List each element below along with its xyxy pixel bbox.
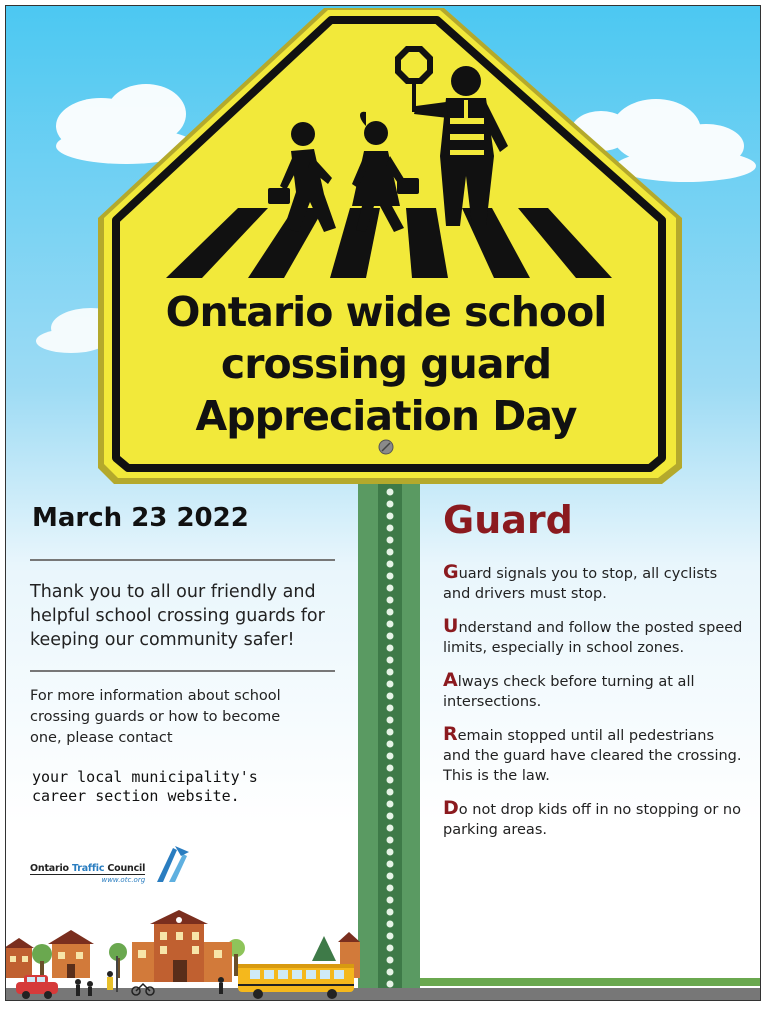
- post-hole: [387, 585, 394, 592]
- post-hole: [387, 765, 394, 772]
- sign-headline: [126, 286, 646, 442]
- post-hole: [387, 681, 394, 688]
- contact-text: your local municipality's career section website.: [32, 768, 258, 805]
- house-icon: [48, 930, 94, 978]
- headline-line-2: crossing guard: [220, 340, 552, 388]
- post-hole: [387, 981, 394, 988]
- post-hole: [387, 825, 394, 832]
- post-hole: [387, 933, 394, 940]
- post-hole: [387, 873, 394, 880]
- post-hole: [387, 945, 394, 952]
- post-hole: [387, 525, 394, 532]
- road-arrow-icon: [153, 844, 191, 884]
- post-hole: [387, 693, 394, 700]
- post-hole: [387, 633, 394, 640]
- post-hole: [387, 717, 394, 724]
- post-hole: [387, 969, 394, 976]
- divider: [30, 559, 335, 561]
- road: [6, 988, 761, 1001]
- post-hole: [387, 705, 394, 712]
- post-hole: [387, 489, 394, 496]
- tip-a: Always check before turning at all intersections.: [443, 669, 695, 710]
- headline-line-3: Appreciation Day: [195, 392, 577, 440]
- guard-tips-list: [443, 562, 743, 852]
- town-scene: [6, 910, 360, 999]
- post-hole: [387, 849, 394, 856]
- house-icon: [6, 938, 34, 978]
- post-hole: [387, 645, 394, 652]
- event-date: March 23 2022: [32, 503, 249, 533]
- school-building: [132, 910, 232, 982]
- tip-u: Understand and follow the posted speed limits, especially in school zones.: [443, 615, 743, 656]
- post-hole: [387, 813, 394, 820]
- otc-logo: [30, 844, 191, 884]
- post-hole: [387, 909, 394, 916]
- post-hole: [387, 513, 394, 520]
- post-hole: [387, 501, 394, 508]
- divider: [30, 670, 335, 672]
- sign-post: [358, 476, 420, 1001]
- tip-r: Remain stopped until all pedestrians and the guard have cleared the crossing. This is the law.: [443, 723, 742, 784]
- post-hole: [387, 537, 394, 544]
- tip-g: Guard signals you to stop, all cyclists and drivers must stop.: [443, 561, 718, 602]
- thanks-text: Thank you to all our friendly and helpful school crossing guards for keeping our community safer!: [30, 582, 325, 650]
- logo-url: www.otc.org: [101, 876, 146, 884]
- post-hole: [387, 897, 394, 904]
- info-text: For more information about school crossing guards or how to become one, please contact: [30, 688, 281, 746]
- headline-line-1: Ontario wide school: [165, 288, 607, 336]
- post-hole: [387, 753, 394, 760]
- post-hole: [387, 597, 394, 604]
- post-hole: [387, 621, 394, 628]
- logo-name: Ontario Traffic Council: [30, 863, 146, 874]
- post-hole: [387, 789, 394, 796]
- post-hole: [387, 885, 394, 892]
- post-hole: [387, 573, 394, 580]
- post-hole: [387, 861, 394, 868]
- post-hole: [387, 777, 394, 784]
- post-hole: [387, 561, 394, 568]
- post-hole: [387, 801, 394, 808]
- post-hole: [387, 957, 394, 964]
- post-hole: [387, 609, 394, 616]
- post-hole: [387, 741, 394, 748]
- guard-title: Guard: [443, 498, 573, 542]
- post-hole: [387, 837, 394, 844]
- post-hole: [387, 729, 394, 736]
- tip-d: Do not drop kids off in no stopping or no parking areas.: [443, 797, 741, 838]
- grass-strip: [420, 978, 761, 986]
- poster: [5, 5, 761, 1001]
- post-hole: [387, 921, 394, 928]
- post-hole: [387, 549, 394, 556]
- post-hole: [387, 657, 394, 664]
- post-hole: [387, 669, 394, 676]
